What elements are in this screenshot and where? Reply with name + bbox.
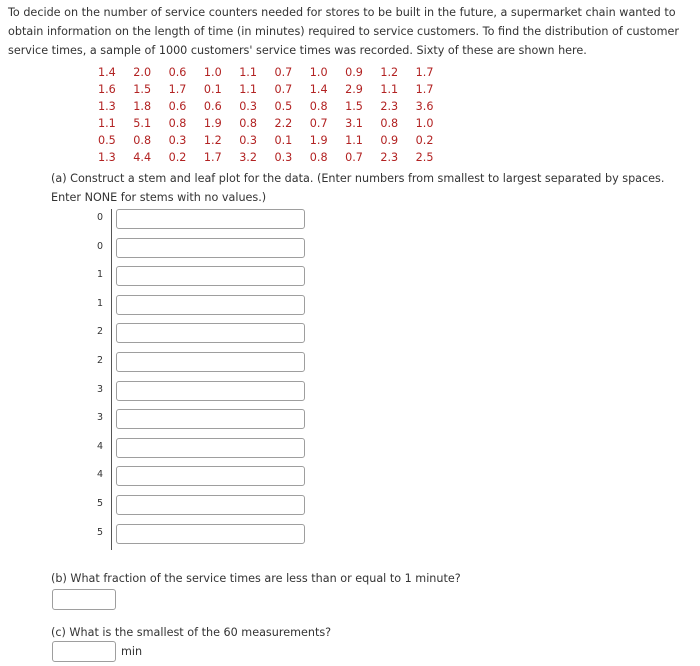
- data-cell: 5.1: [133, 117, 152, 130]
- data-cell: 0.5: [98, 134, 116, 147]
- data-cell: 0.8: [239, 117, 257, 130]
- data-cell: 1.0: [415, 117, 434, 130]
- stem-row: [90, 524, 320, 548]
- stem-label: 2: [96, 355, 104, 366]
- data-cell: 1.9: [203, 117, 222, 130]
- stem-row: [90, 466, 320, 490]
- data-cell: 0.7: [309, 117, 328, 130]
- data-cell: 1.6: [98, 83, 116, 96]
- data-cell: 1.1: [239, 83, 257, 96]
- problem-intro: To decide on the number of service counters needed for stores to be built in the future, a supermarket chain wanted to obtain information on the length of time (in minutes) required to service customers. To find the distribution of customer service times, a sample of 1000 customers' service times was recorded. Sixty of these are shown here.: [8, 6, 680, 57]
- data-cell: 0.2: [415, 134, 434, 147]
- data-cell: 1.0: [203, 66, 222, 79]
- data-cell: 1.1: [239, 66, 257, 79]
- data-cell: 0.2: [168, 151, 187, 164]
- leaf-input[interactable]: [116, 495, 305, 515]
- data-cell: 0.8: [309, 151, 328, 164]
- data-cell: 2.3: [380, 151, 399, 164]
- data-cell: 1.1: [98, 117, 116, 130]
- stem-label: 3: [96, 383, 104, 395]
- data-cell: 0.8: [380, 117, 399, 130]
- leaf-input[interactable]: [116, 209, 305, 229]
- data-cell: 1.7: [168, 83, 187, 96]
- leaf-input[interactable]: [116, 238, 305, 258]
- data-cell: 1.1: [380, 83, 399, 96]
- stem-label: 3: [96, 412, 104, 424]
- data-row: [98, 115, 451, 132]
- data-cell: 1.9: [309, 134, 328, 147]
- stem-row: [90, 352, 320, 376]
- leaf-input[interactable]: [116, 381, 305, 401]
- leaf-input[interactable]: [116, 295, 305, 315]
- stem-row: [90, 381, 320, 405]
- stem-label: 5: [96, 526, 104, 538]
- data-cell: 0.1: [274, 134, 293, 147]
- leaf-input[interactable]: [116, 524, 305, 544]
- stem-row: [90, 238, 320, 262]
- data-cell: 0.1: [203, 83, 222, 96]
- data-cell: 0.7: [274, 66, 293, 79]
- part-b-prompt: (b) What fraction of the service times are less than or equal to 1 minute?: [51, 572, 461, 585]
- data-cell: 0.3: [168, 134, 187, 147]
- data-cell: 1.5: [133, 83, 152, 96]
- data-cell: 0.3: [239, 100, 257, 113]
- stem-row: [90, 409, 320, 433]
- data-cell: 1.7: [415, 83, 434, 96]
- data-cell: 2.2: [274, 117, 293, 130]
- data-cell: 0.8: [133, 134, 152, 147]
- data-row: [98, 149, 451, 166]
- data-row: [98, 64, 451, 81]
- leaf-input[interactable]: [116, 466, 305, 486]
- data-cell: 0.5: [274, 100, 293, 113]
- leaf-input[interactable]: [116, 352, 305, 372]
- stem-label: 0: [96, 212, 104, 223]
- data-row: [98, 132, 451, 149]
- stem-row: [90, 295, 320, 319]
- data-cell: 0.7: [274, 83, 293, 96]
- stem-label: 0: [96, 240, 104, 252]
- data-cell: 1.4: [98, 66, 116, 79]
- data-cell: 3.6: [415, 100, 434, 113]
- data-cell: 1.3: [98, 151, 116, 164]
- data-cell: 3.1: [345, 117, 363, 130]
- data-cell: 1.7: [415, 66, 434, 79]
- leaf-input[interactable]: [116, 323, 305, 343]
- data-cell: 0.7: [345, 151, 363, 164]
- stem-label: 1: [96, 297, 104, 309]
- data-cell: 0.3: [274, 151, 293, 164]
- data-cell: 0.6: [168, 66, 187, 79]
- stem-label: 4: [96, 469, 104, 481]
- data-cell: 1.2: [380, 66, 399, 79]
- data-cell: 0.6: [203, 100, 222, 113]
- data-cell: 0.9: [345, 66, 363, 79]
- stem-label: 5: [96, 498, 104, 509]
- data-row: [98, 81, 451, 98]
- data-cell: 4.4: [133, 151, 152, 164]
- stem-row: [90, 495, 320, 519]
- data-cell: 1.3: [98, 100, 116, 113]
- stem-label: 2: [96, 326, 104, 338]
- data-cell: 1.4: [309, 83, 328, 96]
- part-c-answer-input[interactable]: [52, 641, 116, 662]
- data-cell: 1.1: [345, 134, 363, 147]
- data-cell: 1.0: [309, 66, 328, 79]
- stem-row: [90, 266, 320, 290]
- service-times-table: [98, 64, 451, 166]
- leaf-input[interactable]: [116, 266, 305, 286]
- stem-row: [90, 323, 320, 347]
- data-cell: 2.0: [133, 66, 152, 79]
- stem-label: 4: [96, 440, 104, 452]
- part-a-prompt: (a) Construct a stem and leaf plot for the data. (Enter numbers from smallest to largest separated by spaces. Enter NONE for stems with no values.): [51, 172, 665, 204]
- data-cell: 0.8: [309, 100, 328, 113]
- data-cell: 2.5: [415, 151, 434, 164]
- data-cell: 1.8: [133, 100, 152, 113]
- data-row: [98, 98, 451, 115]
- data-cell: 1.2: [203, 134, 222, 147]
- data-cell: 1.5: [345, 100, 363, 113]
- data-cell: 0.9: [380, 134, 399, 147]
- stem-row: [90, 209, 320, 233]
- part-c-unit-label: min: [121, 645, 143, 658]
- data-cell: 2.3: [380, 100, 399, 113]
- stem-row: [90, 438, 320, 462]
- data-cell: 0.3: [239, 134, 257, 147]
- data-cell: 0.6: [168, 100, 187, 113]
- part-c-prompt: (c) What is the smallest of the 60 measurements?: [51, 626, 332, 639]
- stem-label: 1: [96, 269, 104, 281]
- data-cell: 3.2: [239, 151, 257, 164]
- leaf-input[interactable]: [116, 438, 305, 458]
- data-cell: 1.7: [203, 151, 222, 164]
- data-cell: 0.8: [168, 117, 187, 130]
- part-b-answer-input[interactable]: [52, 589, 116, 610]
- leaf-input[interactable]: [116, 409, 305, 429]
- data-cell: 2.9: [345, 83, 363, 96]
